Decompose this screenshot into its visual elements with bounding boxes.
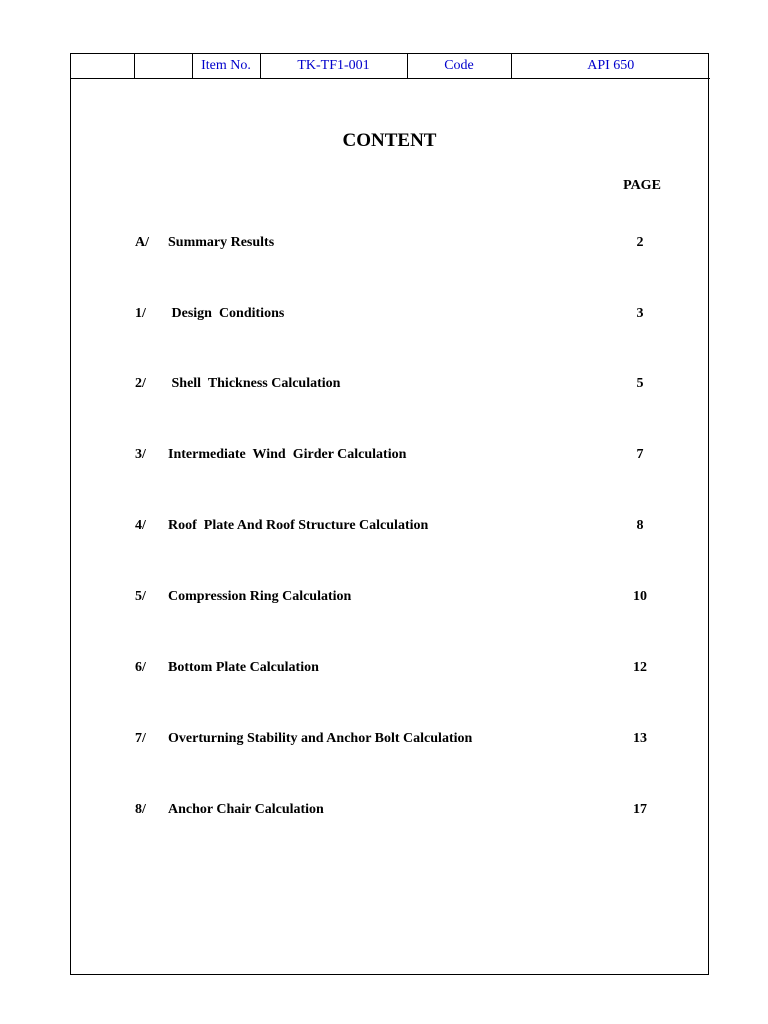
document-header-table (71, 54, 710, 79)
toc-entry (71, 447, 708, 467)
toc-entry-title: Anchor Chair Calculation (168, 802, 324, 817)
toc-entry (71, 731, 708, 751)
item-no-value: TK-TF1-001 (260, 54, 407, 79)
toc-entry-number: 6/ (135, 660, 146, 675)
toc-entry-number: 1/ (135, 306, 146, 321)
page-column-header: PAGE (623, 178, 661, 193)
item-no-label: Item No. (192, 54, 260, 79)
toc-entry-title: Compression Ring Calculation (168, 589, 352, 604)
toc-entry-number: 7/ (135, 731, 146, 746)
toc-entry (71, 235, 708, 255)
toc-entry (71, 589, 708, 609)
toc-entry-number: 5/ (135, 589, 146, 604)
header-blank-cell-1 (71, 54, 134, 79)
toc-entry (71, 376, 708, 396)
page-title: CONTENT (342, 130, 437, 151)
toc-entry-page: 3 (636, 306, 644, 321)
header-blank-cell-2 (134, 54, 192, 79)
toc-entry-number: 8/ (135, 802, 146, 817)
toc-entry-number: 3/ (135, 447, 146, 462)
toc-entry (71, 306, 708, 326)
toc-entry-page: 5 (636, 376, 644, 391)
toc-entry-title: Summary Results (168, 235, 275, 250)
toc-entry-page: 10 (633, 589, 647, 604)
toc-entry-title: Roof Plate And Roof Structure Calculation (168, 518, 429, 533)
document-page (70, 53, 709, 975)
toc-entry-title: Design Conditions (168, 306, 285, 321)
toc-entry-page: 13 (633, 731, 647, 746)
toc-entry-number: A/ (135, 235, 149, 250)
toc-entry-title: Bottom Plate Calculation (168, 660, 319, 675)
toc-entry-page: 2 (636, 235, 644, 250)
code-label: Code (407, 54, 511, 79)
toc-entry-page: 12 (633, 660, 647, 675)
toc-entry (71, 802, 708, 822)
toc-entry-number: 2/ (135, 376, 146, 391)
toc-entry (71, 518, 708, 538)
code-value: API 650 (511, 54, 710, 79)
toc-entry-title: Shell Thickness Calculation (168, 376, 341, 391)
toc-entry-title: Intermediate Wind Girder Calculation (168, 447, 407, 462)
toc-entry-number: 4/ (135, 518, 146, 533)
toc-entry-title: Overturning Stability and Anchor Bolt Calculation (168, 731, 473, 746)
toc-entry-page: 7 (636, 447, 644, 462)
toc-entry-page: 17 (633, 802, 647, 817)
toc-entry (71, 660, 708, 680)
toc-entry-page: 8 (636, 518, 644, 533)
